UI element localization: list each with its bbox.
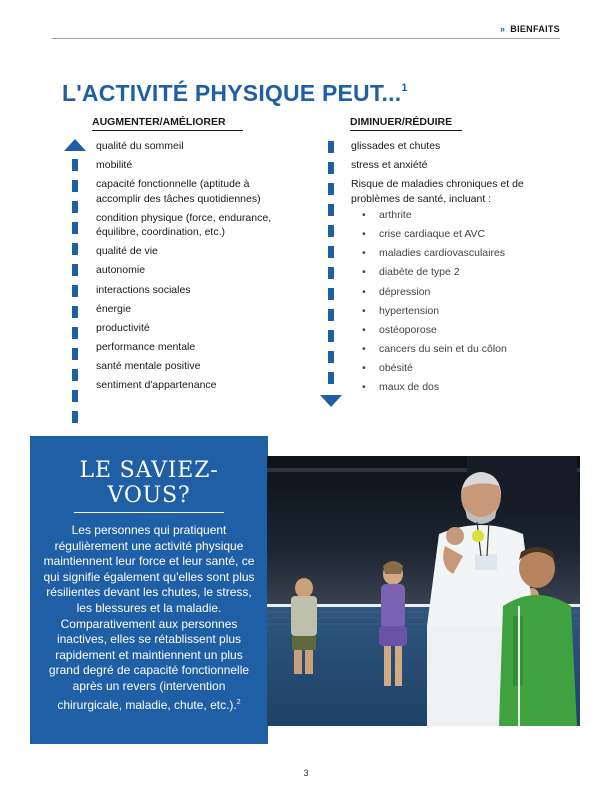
arrow-dash [72, 411, 78, 423]
up-arrow-icon [68, 139, 82, 423]
list-item-text: Risque de maladies chroniques et de problèmes de santé, incluant : [351, 178, 524, 205]
decrease-list [351, 139, 571, 399]
sub-list-item: • arthrite [351, 208, 571, 223]
arrow-dash [72, 306, 78, 318]
did-you-know-text [42, 523, 256, 713]
sub-list-item: • cancers du sein et du côlon [351, 342, 571, 357]
arrow-dash [328, 141, 334, 153]
increase-list [96, 139, 296, 397]
section-label [500, 24, 560, 34]
arrow-dash [328, 183, 334, 195]
arrow-dash [72, 201, 78, 213]
sub-list-item: • maladies cardiovasculaires [351, 246, 571, 261]
did-you-know-footnote: 2 [236, 698, 241, 706]
sub-list-item: • dépression [351, 285, 571, 300]
list-item: mobilité [96, 159, 133, 172]
section-label-text: BIENFAITS [510, 24, 560, 34]
did-you-know-box [30, 436, 268, 744]
down-arrow-icon [324, 139, 338, 407]
double-chevron-icon: » [499, 24, 506, 34]
list-item: performance mentale [96, 340, 196, 353]
arrow-dash [72, 264, 78, 276]
arrow-dash [328, 225, 334, 237]
page-number: 3 [303, 768, 309, 778]
page-title-text: L'ACTIVITÉ PHYSIQUE PEUT... [62, 80, 402, 106]
list-item: qualité du sommeil [96, 140, 184, 152]
did-you-know-title: LE SAVIEZ-VOUS? [79, 458, 219, 508]
arrow-dash [328, 267, 334, 279]
arrow-dash [328, 204, 334, 216]
arrow-dash [328, 309, 334, 321]
arrow-head-down [320, 395, 342, 407]
list-item: stress et anxiété [351, 159, 428, 172]
arrow-dash [328, 246, 334, 258]
arrow-dash [72, 348, 78, 360]
arrow-dash [328, 162, 334, 174]
page-title [62, 80, 408, 107]
list-item: énergie [96, 302, 132, 315]
arrow-head-up [64, 139, 86, 151]
list-item: condition physique (force, endurance, équilibre, coordination, etc.) [96, 211, 272, 239]
sub-list-item: • hypertension [351, 304, 571, 319]
sub-list-item: • maux de dos [351, 380, 571, 395]
arrow-dash [72, 390, 78, 402]
did-you-know-divider [74, 512, 224, 513]
sub-list-item: • crise cardiaque et AVC [351, 227, 571, 242]
decrease-heading: DIMINUER/RÉDUIRE [350, 116, 462, 131]
list-item: glissades et chutes [351, 140, 441, 152]
arrow-dash [328, 288, 334, 300]
photo-illustration [267, 456, 580, 726]
increase-heading: AUGMENTER/AMÉLIORER [92, 116, 243, 131]
arrow-dash [72, 243, 78, 255]
sub-list-item: • obésité [351, 361, 571, 376]
list-item-with-subitems [351, 177, 571, 394]
arrow-dash [328, 372, 334, 384]
arrow-dash [72, 285, 78, 297]
arrow-dash [72, 222, 78, 234]
disease-sublist [351, 208, 571, 394]
header-divider [52, 38, 560, 39]
list-item: sentiment d'appartenance [96, 379, 217, 392]
sub-list-item: • ostéoporose [351, 323, 571, 338]
arrow-dash [72, 369, 78, 381]
tennis-coach-photo [267, 456, 580, 726]
list-item: interactions sociales [96, 283, 191, 296]
sub-list-item: • diabète de type 2 [351, 265, 571, 280]
arrow-dash [72, 180, 78, 192]
arrow-dash [328, 351, 334, 363]
list-item: productivité [96, 321, 150, 334]
list-item: capacité fonctionnelle (aptitude à accomplir des tâches quotidiennes) [96, 178, 261, 205]
list-item: santé mentale positive [96, 359, 201, 372]
title-footnote: 1 [401, 82, 408, 94]
arrow-dash [72, 327, 78, 339]
list-item: qualité de vie [96, 245, 158, 258]
arrow-dash [328, 330, 334, 342]
arrow-dash [72, 159, 78, 171]
did-you-know-body: Les personnes qui pratiquent régulièrement une activité physique maintiennent leur force et leur santé, ce qui signifie également qu'elles sont plus résilientes devant les chutes, le stress, les blessures et la maladie. Comparativement aux personnes inactives, elles se rétablissent plus rapidement et maintiennent un plus grand degré de capacité fonctionnelle après un revers (intervention chirurgicale, maladie, chute, etc.). [43, 523, 255, 712]
list-item: autonomie [96, 264, 146, 277]
